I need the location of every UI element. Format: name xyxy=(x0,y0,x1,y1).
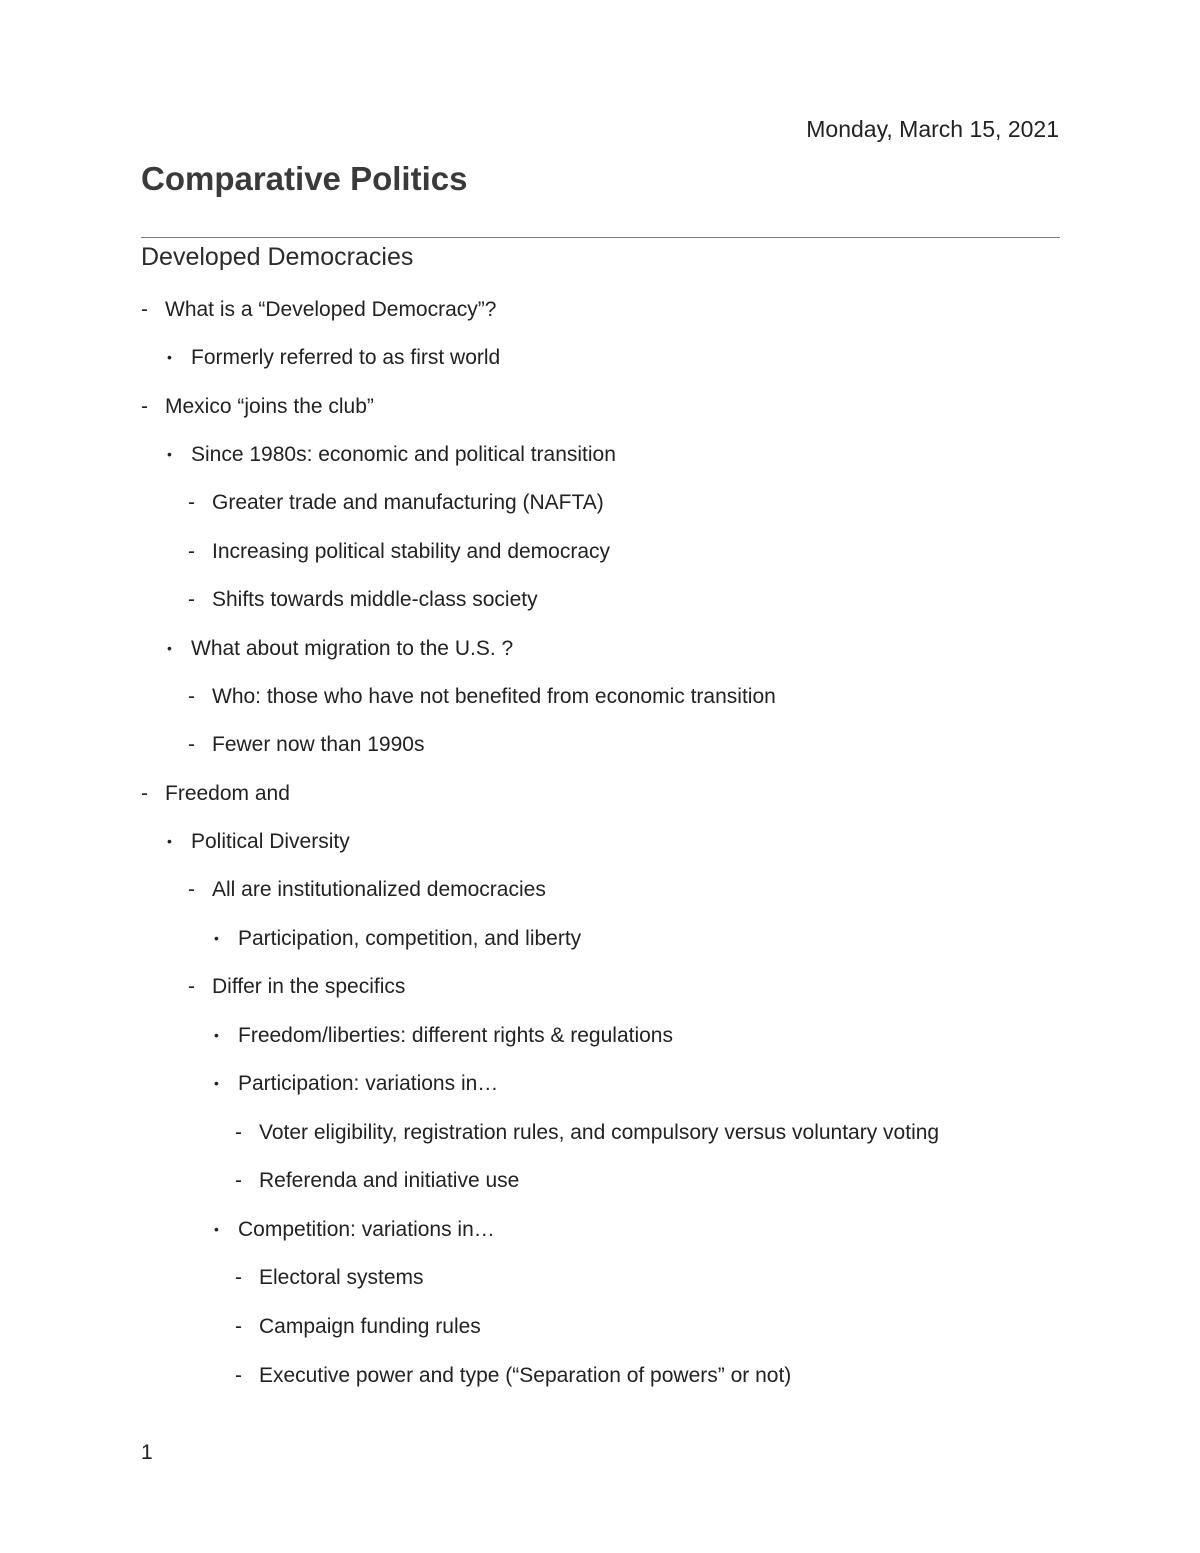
outline-item xyxy=(188,975,405,999)
outline-item-text: Electoral systems xyxy=(259,1266,424,1289)
page-number: 1 xyxy=(141,1441,153,1464)
bullet-icon: • xyxy=(167,349,172,365)
outline-item xyxy=(212,1072,498,1096)
outline-item xyxy=(165,443,616,467)
outline-item xyxy=(165,346,500,370)
outline-item-text: Participation: variations in… xyxy=(238,1072,499,1095)
outline-item xyxy=(141,782,290,806)
outline-item-text: Referenda and initiative use xyxy=(259,1169,520,1192)
dash-icon: - xyxy=(235,1266,242,1289)
bullet-icon: • xyxy=(167,640,172,656)
outline-item-text: Executive power and type (“Separation of powers” or not) xyxy=(259,1364,792,1387)
outline-item xyxy=(235,1169,519,1193)
outline-item-text: Fewer now than 1990s xyxy=(212,733,425,756)
outline-item-text: Formerly referred to as first world xyxy=(191,346,501,369)
outline-item xyxy=(188,733,424,757)
bullet-icon: • xyxy=(167,446,172,462)
outline-item-text: Voter eligibility, registration rules, and compulsory versus voluntary voting xyxy=(259,1121,940,1144)
outline-item xyxy=(188,588,538,612)
outline-item xyxy=(188,540,610,564)
outline-item xyxy=(165,830,350,854)
outline-item xyxy=(212,1024,673,1048)
outline-item-text: Mexico “joins the club” xyxy=(165,395,374,418)
dash-icon: - xyxy=(188,540,195,563)
dash-icon: - xyxy=(235,1364,242,1387)
dash-icon: - xyxy=(235,1315,242,1338)
outline-item xyxy=(141,395,374,419)
outline-item xyxy=(235,1364,791,1388)
outline-item xyxy=(141,298,496,322)
outline-item-text: Participation, competition, and liberty xyxy=(238,927,582,950)
dash-icon: - xyxy=(141,298,148,321)
outline-item-text: What about migration to the U.S. ? xyxy=(191,637,514,660)
outline-item-text: Freedom and xyxy=(165,782,290,805)
outline-item xyxy=(235,1315,481,1339)
section-heading: Developed Democracies xyxy=(141,243,414,271)
dash-icon: - xyxy=(188,975,195,998)
dash-icon: - xyxy=(141,395,148,418)
outline-item xyxy=(165,637,513,661)
date-line: Monday, March 15, 2021 xyxy=(806,116,1059,142)
bullet-icon: • xyxy=(214,1027,219,1043)
outline-item-text: Shifts towards middle-class society xyxy=(212,588,538,611)
dash-icon: - xyxy=(188,878,195,901)
outline-item xyxy=(235,1266,424,1290)
bullet-icon: • xyxy=(214,1221,219,1237)
dash-icon: - xyxy=(188,491,195,514)
dash-icon: - xyxy=(188,733,195,756)
outline-item xyxy=(212,927,581,951)
outline-item-text: All are institutionalized democracies xyxy=(212,878,546,901)
dash-icon: - xyxy=(235,1169,242,1192)
document-title: Comparative Politics xyxy=(141,160,468,197)
bullet-icon: • xyxy=(214,930,219,946)
outline-item-text: Differ in the specifics xyxy=(212,975,406,998)
outline-item xyxy=(188,685,776,709)
dash-icon: - xyxy=(235,1121,242,1144)
outline-item-text: Political Diversity xyxy=(191,830,350,853)
dash-icon: - xyxy=(141,782,148,805)
outline-item-text: Competition: variations in… xyxy=(238,1218,495,1241)
outline-item xyxy=(212,1218,495,1242)
outline-item-text: What is a “Developed Democracy”? xyxy=(165,298,497,321)
dash-icon: - xyxy=(188,685,195,708)
bullet-icon: • xyxy=(167,833,172,849)
outline-item-text: Since 1980s: economic and political transition xyxy=(191,443,616,466)
outline-item xyxy=(188,491,604,515)
outline-item-text: Increasing political stability and democracy xyxy=(212,540,611,563)
dash-icon: - xyxy=(188,588,195,611)
outline-item-text: Freedom/liberties: different rights & regulations xyxy=(238,1024,673,1047)
outline-item-text: Who: those who have not benefited from economic transition xyxy=(212,685,776,708)
outline-item-text: Greater trade and manufacturing (NAFTA) xyxy=(212,491,604,514)
outline-item xyxy=(235,1121,939,1145)
outline-item xyxy=(188,878,546,902)
bullet-icon: • xyxy=(214,1075,219,1091)
title-rule xyxy=(141,237,1060,238)
outline-item-text: Campaign funding rules xyxy=(259,1315,481,1338)
